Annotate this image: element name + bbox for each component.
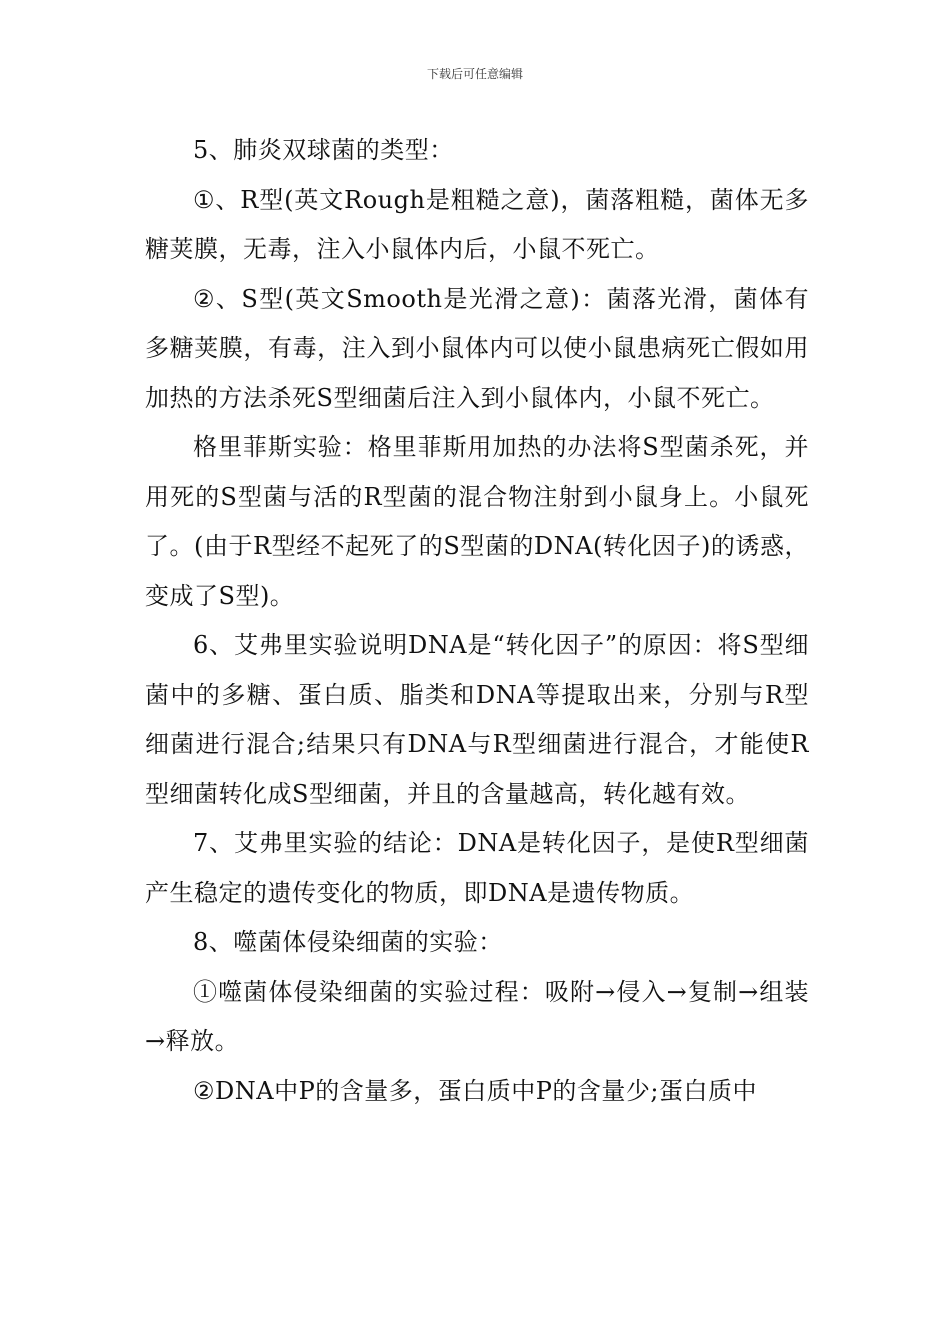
paragraph-pneumococcus-types: 5、肺炎双球菌的类型：	[193, 136, 454, 164]
paragraph-phage-experiment: 8、噬菌体侵染细菌的实验：	[193, 928, 503, 956]
paragraph-s-type: ②、S型(英文Smooth是光滑之意)：菌落光滑，菌体有多糖荚膜，有毒，注入到小鼠体内可以使小鼠患病死亡假如用加热的方法杀死S型细菌后注入到小鼠体内，小鼠不死亡。	[145, 284, 809, 412]
paragraph-phage-process: ①噬菌体侵染细菌的实验过程：吸附→侵入→复制→组装→释放。	[145, 977, 809, 1055]
document-body	[145, 126, 809, 1116]
paragraph-griffith-experiment: 格里菲斯实验：格里菲斯用加热的办法将S型菌杀死，并用死的S型菌与活的R型菌的混合物注射到小鼠身上。小鼠死了。(由于R型经不起死了的S型菌的DNA(转化因子)的诱惑，变成了S型)。	[145, 433, 809, 610]
paragraph-dna-phosphorus: ②DNA中P的含量多，蛋白质中P的含量少;蛋白质中	[193, 1076, 757, 1105]
paragraph-avery-conclusion: 7、艾弗里实验的结论：DNA是转化因子，是使R型细菌产生稳定的遗传变化的物质，即DNA是遗传物质。	[145, 829, 809, 907]
page-header: 下载后可任意编辑	[426, 67, 523, 81]
paragraph-avery-reason: 6、艾弗里实验说明DNA是“转化因子”的原因：将S型细菌中的多糖、蛋白质、脂类和DNA等提取出来，分别与R型细菌进行混合;结果只有DNA与R型细菌进行混合，才能使R型细菌转化成S型细菌，并且的含量越高，转化越有效。	[145, 631, 809, 808]
paragraph-r-type: ①、R型(英文Rough是粗糙之意)，菌落粗糙，菌体无多糖荚膜，无毒，注入小鼠体内后，小鼠不死亡。	[145, 185, 809, 263]
